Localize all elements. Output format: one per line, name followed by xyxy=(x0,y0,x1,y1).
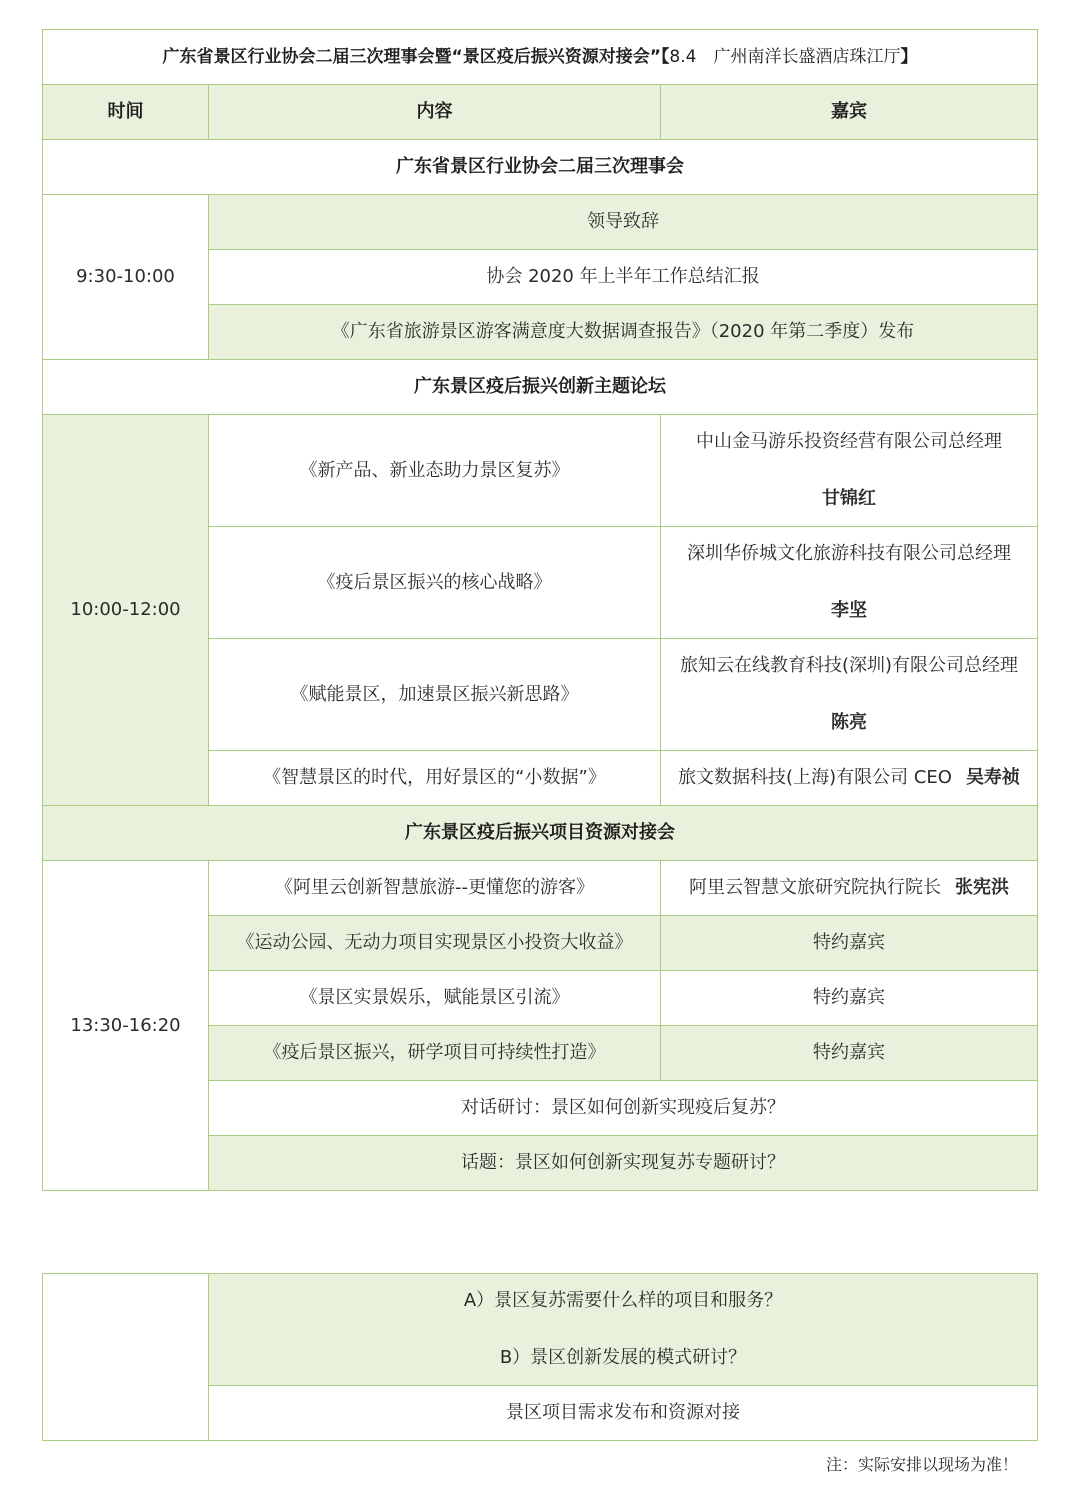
agenda-item: 《疫后景区振兴的核心战略》 xyxy=(209,527,661,639)
section-heading: 广东省景区行业协会二届三次理事会 xyxy=(43,140,1038,195)
guest-name: 吴寿祯 xyxy=(965,767,1020,788)
time-cell: 9:30-10:00 xyxy=(43,195,209,360)
agenda-item: 《赋能景区，加速景区振兴新思路》 xyxy=(209,639,661,751)
question-item: A）景区复苏需要什么样的项目和服务？ xyxy=(463,1290,783,1311)
agenda-item: 《新产品、新业态助力景区复苏》 xyxy=(209,415,661,527)
guest-cell xyxy=(661,861,1038,916)
footnote: 注：实际安排以现场为准！ xyxy=(825,1455,1018,1474)
guest-org: 深圳华侨城文化旅游科技有限公司总经理 xyxy=(687,543,1011,564)
guest-cell: 特约嘉宾 xyxy=(661,1026,1038,1081)
schedule-table xyxy=(42,29,1038,1191)
guest-name: 陈亮 xyxy=(831,712,867,733)
guest-org: 旅文数据科技(上海)有限公司 CEO xyxy=(678,767,952,788)
section-heading: 广东景区疫后振兴创新主题论坛 xyxy=(43,360,1038,415)
schedule-table-continued xyxy=(42,1273,1038,1441)
guest-org: 阿里云智慧文旅研究院执行院长 xyxy=(689,877,941,898)
agenda-item: 对话研讨：景区如何创新实现疫后复苏？ xyxy=(209,1081,1038,1136)
agenda-item: 话题：景区如何创新实现复苏专题研讨？ xyxy=(209,1136,1038,1191)
agenda-item: 领导致辞 xyxy=(209,195,1038,250)
agenda-item: 《智慧景区的时代，用好景区的“小数据”》 xyxy=(209,751,661,806)
table-header-row xyxy=(43,85,1038,140)
guest-cell xyxy=(661,415,1038,527)
time-cell: 10:00-12:00 xyxy=(43,415,209,806)
column-header-content: 内容 xyxy=(209,85,661,140)
time-cell: 13:30-16:20 xyxy=(43,861,209,1191)
guest-org: 中山金马游乐投资经营有限公司总经理 xyxy=(696,431,1002,452)
guest-name: 甘锦红 xyxy=(822,488,876,509)
time-cell-empty xyxy=(43,1274,209,1441)
section-heading: 广东景区疫后振兴项目资源对接会 xyxy=(43,806,1038,861)
column-header-guest: 嘉宾 xyxy=(661,85,1038,140)
guest-cell xyxy=(661,527,1038,639)
discussion-questions xyxy=(209,1274,1038,1386)
guest-cell xyxy=(661,751,1038,806)
column-header-time: 时间 xyxy=(43,85,209,140)
guest-cell: 特约嘉宾 xyxy=(661,971,1038,1026)
page-title: 广东省景区行业协会二届三次理事会暨“景区疫后振兴资源对接会”【8.4 广州南洋长盛酒店珠江厅】 xyxy=(43,30,1038,85)
guest-org: 旅知云在线教育科技(深圳)有限公司总经理 xyxy=(679,655,1019,676)
guest-cell: 特约嘉宾 xyxy=(661,916,1038,971)
agenda-item: 《阿里云创新智慧旅游--更懂您的游客》 xyxy=(209,861,661,916)
agenda-item: 《广东省旅游景区游客满意度大数据调查报告》（2020 年第二季度）发布 xyxy=(209,305,1038,360)
guest-cell xyxy=(661,639,1038,751)
question-item: B）景区创新发展的模式研讨？ xyxy=(499,1347,747,1368)
guest-name: 李坚 xyxy=(831,600,867,621)
agenda-item: 景区项目需求发布和资源对接 xyxy=(209,1386,1038,1441)
agenda-item: 协会 2020 年上半年工作总结汇报 xyxy=(209,250,1038,305)
agenda-item: 《运动公园、无动力项目实现景区小投资大收益》 xyxy=(209,916,661,971)
agenda-item: 《景区实景娱乐，赋能景区引流》 xyxy=(209,971,661,1026)
guest-name: 张宪洪 xyxy=(955,877,1009,898)
agenda-item: 《疫后景区振兴，研学项目可持续性打造》 xyxy=(209,1026,661,1081)
